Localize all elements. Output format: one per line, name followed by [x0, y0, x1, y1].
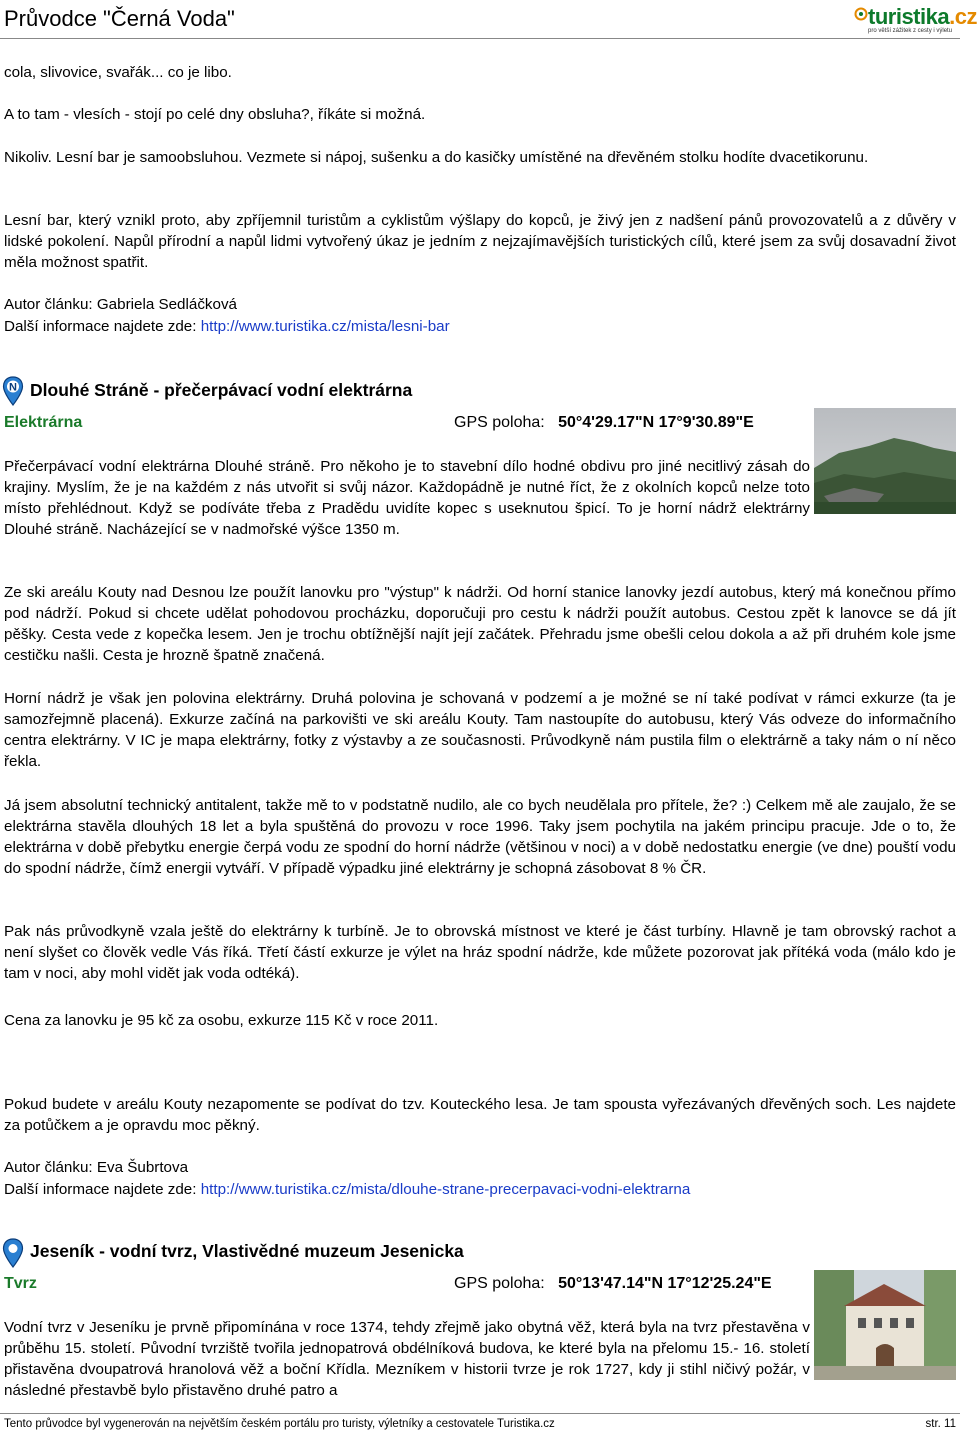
map-pin-icon: [2, 1238, 24, 1268]
footer-divider: [0, 1413, 960, 1414]
intro-paragraph-1: cola, slivovice, svařák... co je libo.: [4, 64, 232, 81]
page-number: str. 11: [925, 1418, 956, 1430]
dlouhe-strane-photo: [814, 408, 956, 514]
section2-paragraph-1: Vodní tvrz v Jeseníku je prvně připomínána v roce 1374, tehdy zřejmě jako obytná věž, která byla na tvrz přestavěna v průběhu 15. století. Původní tvrziště tvořila jednopatrová obdélníková budova, ke které byla na přelomu 15.- 16. století přistavěna dvoupatrová hranolová věž a boční Křídla. Mezníkem v historii tvrze je rok 1727, kdy ji stihl ničivý požár, v následné přestavbě bylo přistavěno druhé patro a: [4, 1319, 810, 1399]
intro-paragraph-3: Nikoliv. Lesní bar je samoobsluhou. Vezmete si nápoj, sušenku a do kasičky umístěné na dřevěném stolku hodíte dvacetikorunu.: [4, 149, 869, 166]
gps-location: [454, 414, 754, 432]
intro-more-info: [4, 316, 956, 337]
section1-more-info: [4, 1179, 956, 1200]
more-info-label: Další informace najdete zde:: [4, 1181, 201, 1198]
section1-paragraph-6: Cena za lanovku je 95 kč za osobu, exkurze 115 Kč v roce 2011.: [4, 1012, 439, 1029]
section1-paragraph-7: Pokud budete v areálu Kouty nezapomente se podívat do tzv. Kouteckého lesa. Je tam spousta vyřezávaných dřevěných soch. Les najdete za potůčkem a je opravdu moc pěkný.: [4, 1096, 956, 1134]
section1-author: Autor článku: Eva Šubrtova: [4, 1159, 189, 1176]
section1-paragraph-4: Já jsem absolutní technický antitalent, takže mě to v podstatně nudilo, ale co bych neudělala pro přítele, že? :) Celkem mě ale zaujalo, že se elektrárna stavěla dlouhých 18 let a byla spuštěná do provozu v roce 1996. Taky jsem pochytila na jakém principu pracuje. Jde o to, že elektrárna v době přebytku energie čerpá vodu ze spodní do horní nádrže (většinou v noci) a v době nedostatku energie (ve dne) pouští vodu do spodní nádrže, čímž energii vytváří. V případě výpadku jiné elektrárny je schopná zásobovat 8 % ČR.: [4, 797, 956, 877]
section1-paragraph-1: Přečerpávací vodní elektrárna Dlouhé stráně. Pro někoho je to stavební dílo hodné obdivu pro jiné necitlivý zásah do krajiny. Myslím, že je na každém z nás utvořit si svůj názor. Každopádně je nutné říct, že z okolních kopců nelze toto místo přehlédnout. Když se podíváte třeba z Pradědu uvidíte kopec s useknutou špicí. To je horní nádrž elektrárny Dlouhé stráně. Nacházející se v nadmořské výšce 1350 m.: [4, 458, 810, 538]
jesenik-tvrz-photo: [814, 1270, 956, 1380]
logo-main-text: turistika: [868, 4, 950, 29]
svg-text:N: N: [9, 381, 17, 394]
footer-note: Tento průvodce byl vygenerován na největším českém portálu pro turisty, výletníky a cestovatele Turistika.cz: [4, 1418, 555, 1430]
turistika-logo: [854, 4, 977, 36]
gps-value: 50°13'47.14"N 17°12'25.24"E: [558, 1275, 772, 1292]
section-title-dlouhe-strane: Dlouhé Stráně - přečerpávací vodní elektrárna: [30, 380, 413, 400]
dlouhe-strane-link[interactable]: http://www.turistika.cz/mista/dlouhe-strane-precerpavaci-vodni-elektrarna: [200, 1181, 691, 1198]
logo-swirl-icon: [854, 7, 868, 21]
section-title-jesenik: Jeseník - vodní tvrz, Vlastivědné muzeum Jesenicka: [30, 1241, 464, 1261]
map-pin-n-icon: [2, 376, 24, 406]
lesni-bar-link[interactable]: http://www.turistika.cz/mista/lesni-bar: [200, 318, 450, 335]
document-title: Průvodce "Černá Voda": [4, 6, 235, 31]
intro-author: Autor článku: Gabriela Sedláčková: [4, 296, 238, 313]
section1-paragraph-2: Ze ski areálu Kouty nad Desnou lze použít lanovku pro "výstup" k nádrži. Od horní stanice lanovky jezdí autobus, který má konečnou přímo pod nádrží. Pokud si chcete udělat pohodovou procházku, doporučuji pro cestu k nádrži použít autobus. Cestou zpět k lanovce se dá jít pěšky. Cesta vede z kopečka lesem. Jen je trochu obtížnější najít její začátek. Přehradu jsme obešli celou dokola a až při druhém kole jsme cestičku našli. Cesta je hrozně špatně značená.: [4, 584, 956, 664]
logo-tagline: pro větší zážitek z cesty i výletu: [868, 28, 953, 34]
intro-paragraph-2: A to tam - vlesích - stojí po celé dny obsluha?, říkáte si možná.: [4, 106, 426, 123]
page-header: [0, 0, 977, 40]
gps-label: GPS poloha:: [454, 1275, 545, 1292]
more-info-label: Další informace najdete zde:: [4, 318, 201, 335]
section1-paragraph-3: Horní nádrž je však jen polovina elektrárny. Druhá polovina je schovaná v podzemí a je možné se ní také podívat v rámci exkurze (ta je samozřejmně placená). Exkurze začíná na parkovišti ve ski areálu Kouty. Tam nastoupíte do autobusu, který Vás odveze do informačního centra elektrárny. V IC je mapa elektrárny, fotky z výstavby a ze současnosti. Průvodkyně nám pustila film o elektrárně a taky nám o ní něco řekla.: [4, 690, 956, 770]
category-label: Tvrz: [4, 1275, 37, 1292]
header-divider: [0, 38, 960, 39]
gps-value: 50°4'29.17"N 17°9'30.89"E: [558, 414, 754, 431]
gps-label: GPS poloha:: [454, 414, 545, 431]
category-label: Elektrárna: [4, 414, 83, 431]
intro-paragraph-4: Lesní bar, který vznikl proto, aby zpříjemnil turistům a cyklistům výšlapy do kopců, je živý jen z nadšení pánů provozovatelů a z důvěry v lidské pokolení. Napůl přírodní a napůl lidmi vytvořený úkaz je jedním z nejzajímavějších turistických cílů, které jsem za svůj dosavadní život měla možnost spatřit.: [4, 212, 956, 271]
gps-location: [454, 1275, 772, 1293]
logo-domain-text: .cz: [949, 4, 977, 29]
section1-paragraph-5: Pak nás průvodkyně vzala ještě do elektrárny k turbíně. Je to obrovská místnost ve které je část turbíny. Hlavně je tam obrovský rachot a není slyšet co člověk vedle Vás říká. Třetí částí exkurze je výlet na hráz spodní nádrže, kde můžete pozorovat jak přítéká voda (málo kdo je tam v noci, aby mohl vidět jak voda odtéká).: [4, 923, 956, 982]
